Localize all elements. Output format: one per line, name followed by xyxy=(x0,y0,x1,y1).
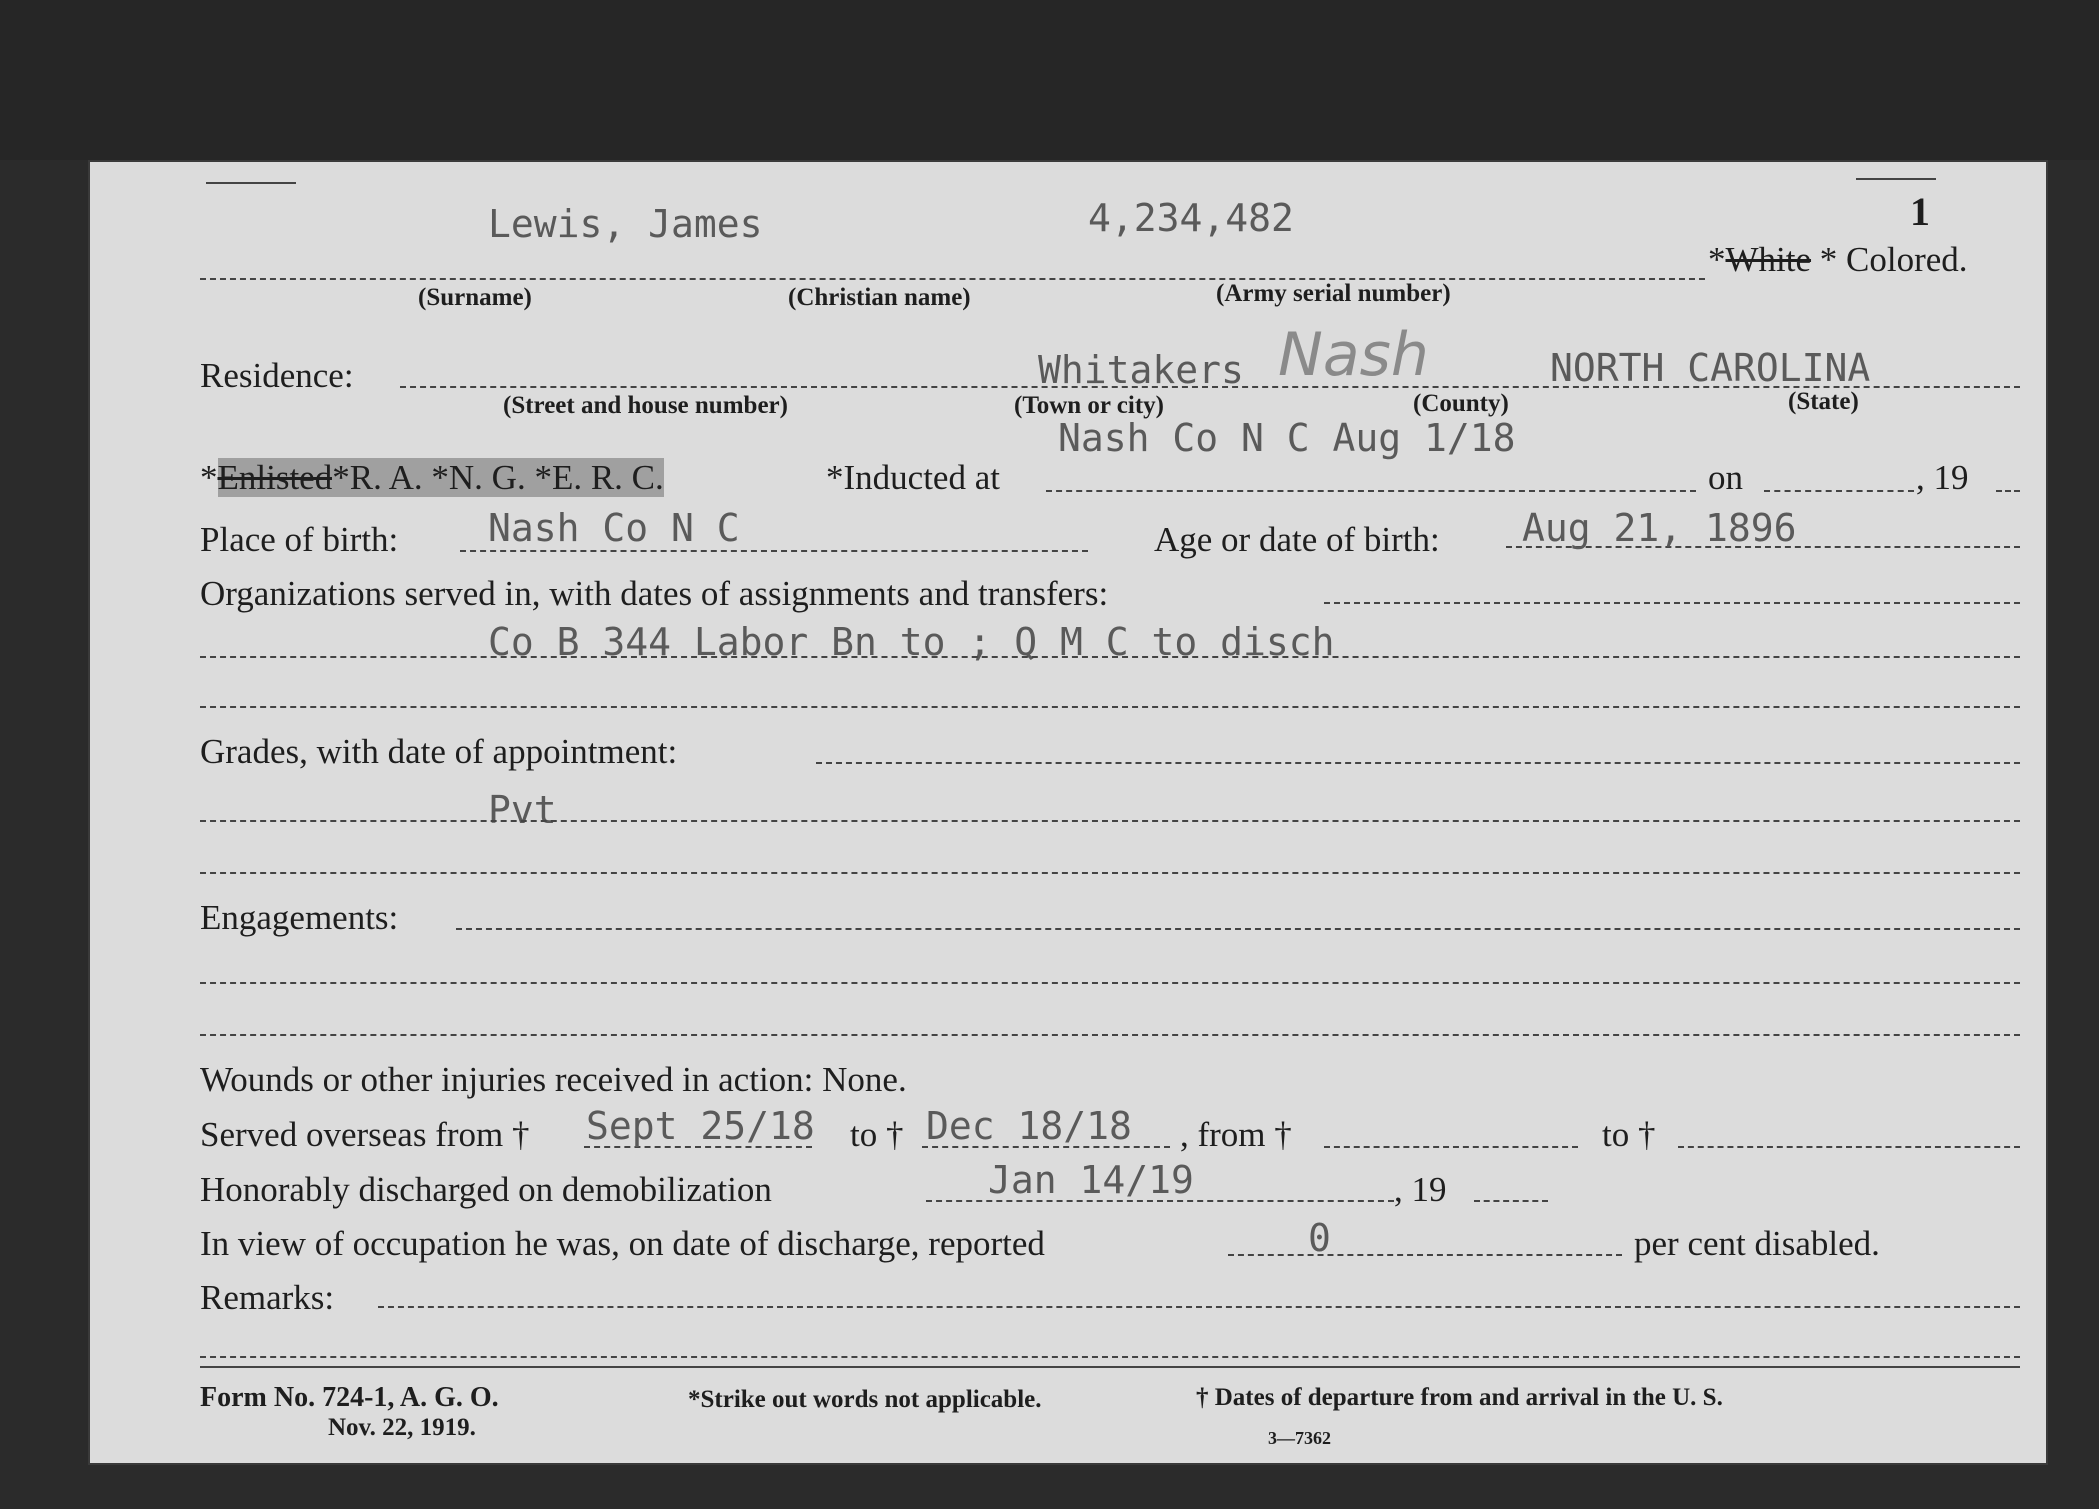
service-record-card xyxy=(88,160,2048,1465)
on-label: on xyxy=(1708,458,1743,497)
grades-line-3 xyxy=(200,872,2020,874)
street-caption: (Street and house number) xyxy=(503,392,788,419)
organizations-value: Co B 344 Labor Bn to ; Q M C to disch xyxy=(488,620,1335,664)
dates-note: † Dates of departure from and arrival in the U. S. xyxy=(1196,1384,1723,1411)
county-caption: (County) xyxy=(1413,390,1509,417)
occupation-label: In view of occupation he was, on date of discharge, reported xyxy=(200,1224,1045,1263)
organizations-line-2 xyxy=(200,656,2020,658)
enlisted-struck: Enlisted xyxy=(217,458,333,497)
on-date-line xyxy=(1764,490,1914,492)
scan-background xyxy=(0,0,2099,160)
remarks-line-1 xyxy=(378,1306,2020,1308)
engagements-label: Engagements: xyxy=(200,898,399,937)
serial-caption: (Army serial number) xyxy=(1216,280,1451,307)
discharge-date-value: Jan 14/19 xyxy=(988,1158,1194,1202)
grades-line-2 xyxy=(200,820,2020,822)
surname-caption: (Surname) xyxy=(418,284,532,311)
overseas-to-value: Dec 18/18 xyxy=(926,1104,1132,1148)
grade-value: Pvt xyxy=(488,788,557,832)
state-value: NORTH CAROLINA xyxy=(1550,346,1871,390)
strike-note: *Strike out words not applicable. xyxy=(688,1386,1042,1413)
inducted-line xyxy=(1046,490,1696,492)
discharged-year-line xyxy=(1474,1200,1548,1202)
town-value: Whitakers xyxy=(1038,348,1244,392)
surname-christian-value: Lewis, James xyxy=(488,202,763,246)
name-line xyxy=(200,278,1705,280)
state-caption: (State) xyxy=(1788,388,1859,415)
overseas-to-label: to † xyxy=(850,1115,904,1154)
bottom-rule xyxy=(200,1366,2020,1368)
overseas-to2-label: to † xyxy=(1602,1115,1656,1154)
top-right-rule xyxy=(1856,178,1936,180)
disabled-percent-value: 0 xyxy=(1308,1216,1331,1260)
discharged-label: Honorably discharged on demobilization xyxy=(200,1170,772,1209)
grades-label: Grades, with date of appointment: xyxy=(200,732,678,771)
town-caption: (Town or city) xyxy=(1014,392,1164,419)
engagements-line-1 xyxy=(456,928,2020,930)
christian-name-caption: (Christian name) xyxy=(788,284,971,311)
date-of-birth-value: Aug 21, 1896 xyxy=(1522,506,1797,550)
top-left-rule xyxy=(206,182,296,184)
overseas-to2-line xyxy=(1678,1146,2020,1148)
discharged-19-label: , 19 xyxy=(1394,1170,1447,1209)
engagements-line-2 xyxy=(200,982,2020,984)
wounds-label: Wounds or other injuries received in action: None. xyxy=(200,1060,907,1099)
organizations-label: Organizations served in, with dates of assignments and transfers: xyxy=(200,574,1109,613)
overseas-from2-line xyxy=(1324,1146,1578,1148)
grades-line-1 xyxy=(816,762,2020,764)
remarks-line-2 xyxy=(200,1356,2020,1358)
race-white-struck: White xyxy=(1725,240,1812,279)
enlisted-row: *Enlisted*R. A. *N. G. *E. R. C. xyxy=(200,458,664,497)
race-options: *White * Colored. xyxy=(1708,240,1968,279)
place-of-birth-line xyxy=(460,550,1088,552)
enlisted-options: *R. A. *N. G. *E. R. C. xyxy=(332,458,664,497)
overseas-from-value: Sept 25/18 xyxy=(586,1104,815,1148)
per-cent-disabled-label: per cent disabled. xyxy=(1634,1224,1880,1263)
card-number: 1 xyxy=(1910,189,1930,234)
age-dob-label: Age or date of birth: xyxy=(1154,520,1440,559)
organizations-line-1 xyxy=(1324,602,2020,604)
serial-number-value: 4,234,482 xyxy=(1088,196,1294,240)
organizations-line-3 xyxy=(200,706,2020,708)
place-of-birth-value: Nash Co N C xyxy=(488,506,740,550)
year-19-label: , 19 xyxy=(1916,458,1969,497)
overseas-from2-label: , from † xyxy=(1180,1115,1292,1154)
remarks-label: Remarks: xyxy=(200,1278,335,1317)
place-of-birth-label: Place of birth: xyxy=(200,520,399,559)
print-code: 3—7362 xyxy=(1268,1428,1331,1448)
inducted-place-value: Nash Co N C Aug 1/18 xyxy=(1058,416,1516,460)
disabled-line xyxy=(1228,1254,1622,1256)
county-handwritten: Nash xyxy=(1278,320,1429,390)
inducted-at-label: *Inducted at xyxy=(826,458,1000,497)
engagements-line-3 xyxy=(200,1034,2020,1036)
served-overseas-label: Served overseas from † xyxy=(200,1115,530,1154)
year-line xyxy=(1996,490,2020,492)
form-number: Form No. 724-1, A. G. O. xyxy=(200,1382,499,1413)
residence-label: Residence: xyxy=(200,356,354,395)
form-date: Nov. 22, 1919. xyxy=(328,1414,476,1441)
race-colored: * Colored. xyxy=(1819,240,1968,279)
